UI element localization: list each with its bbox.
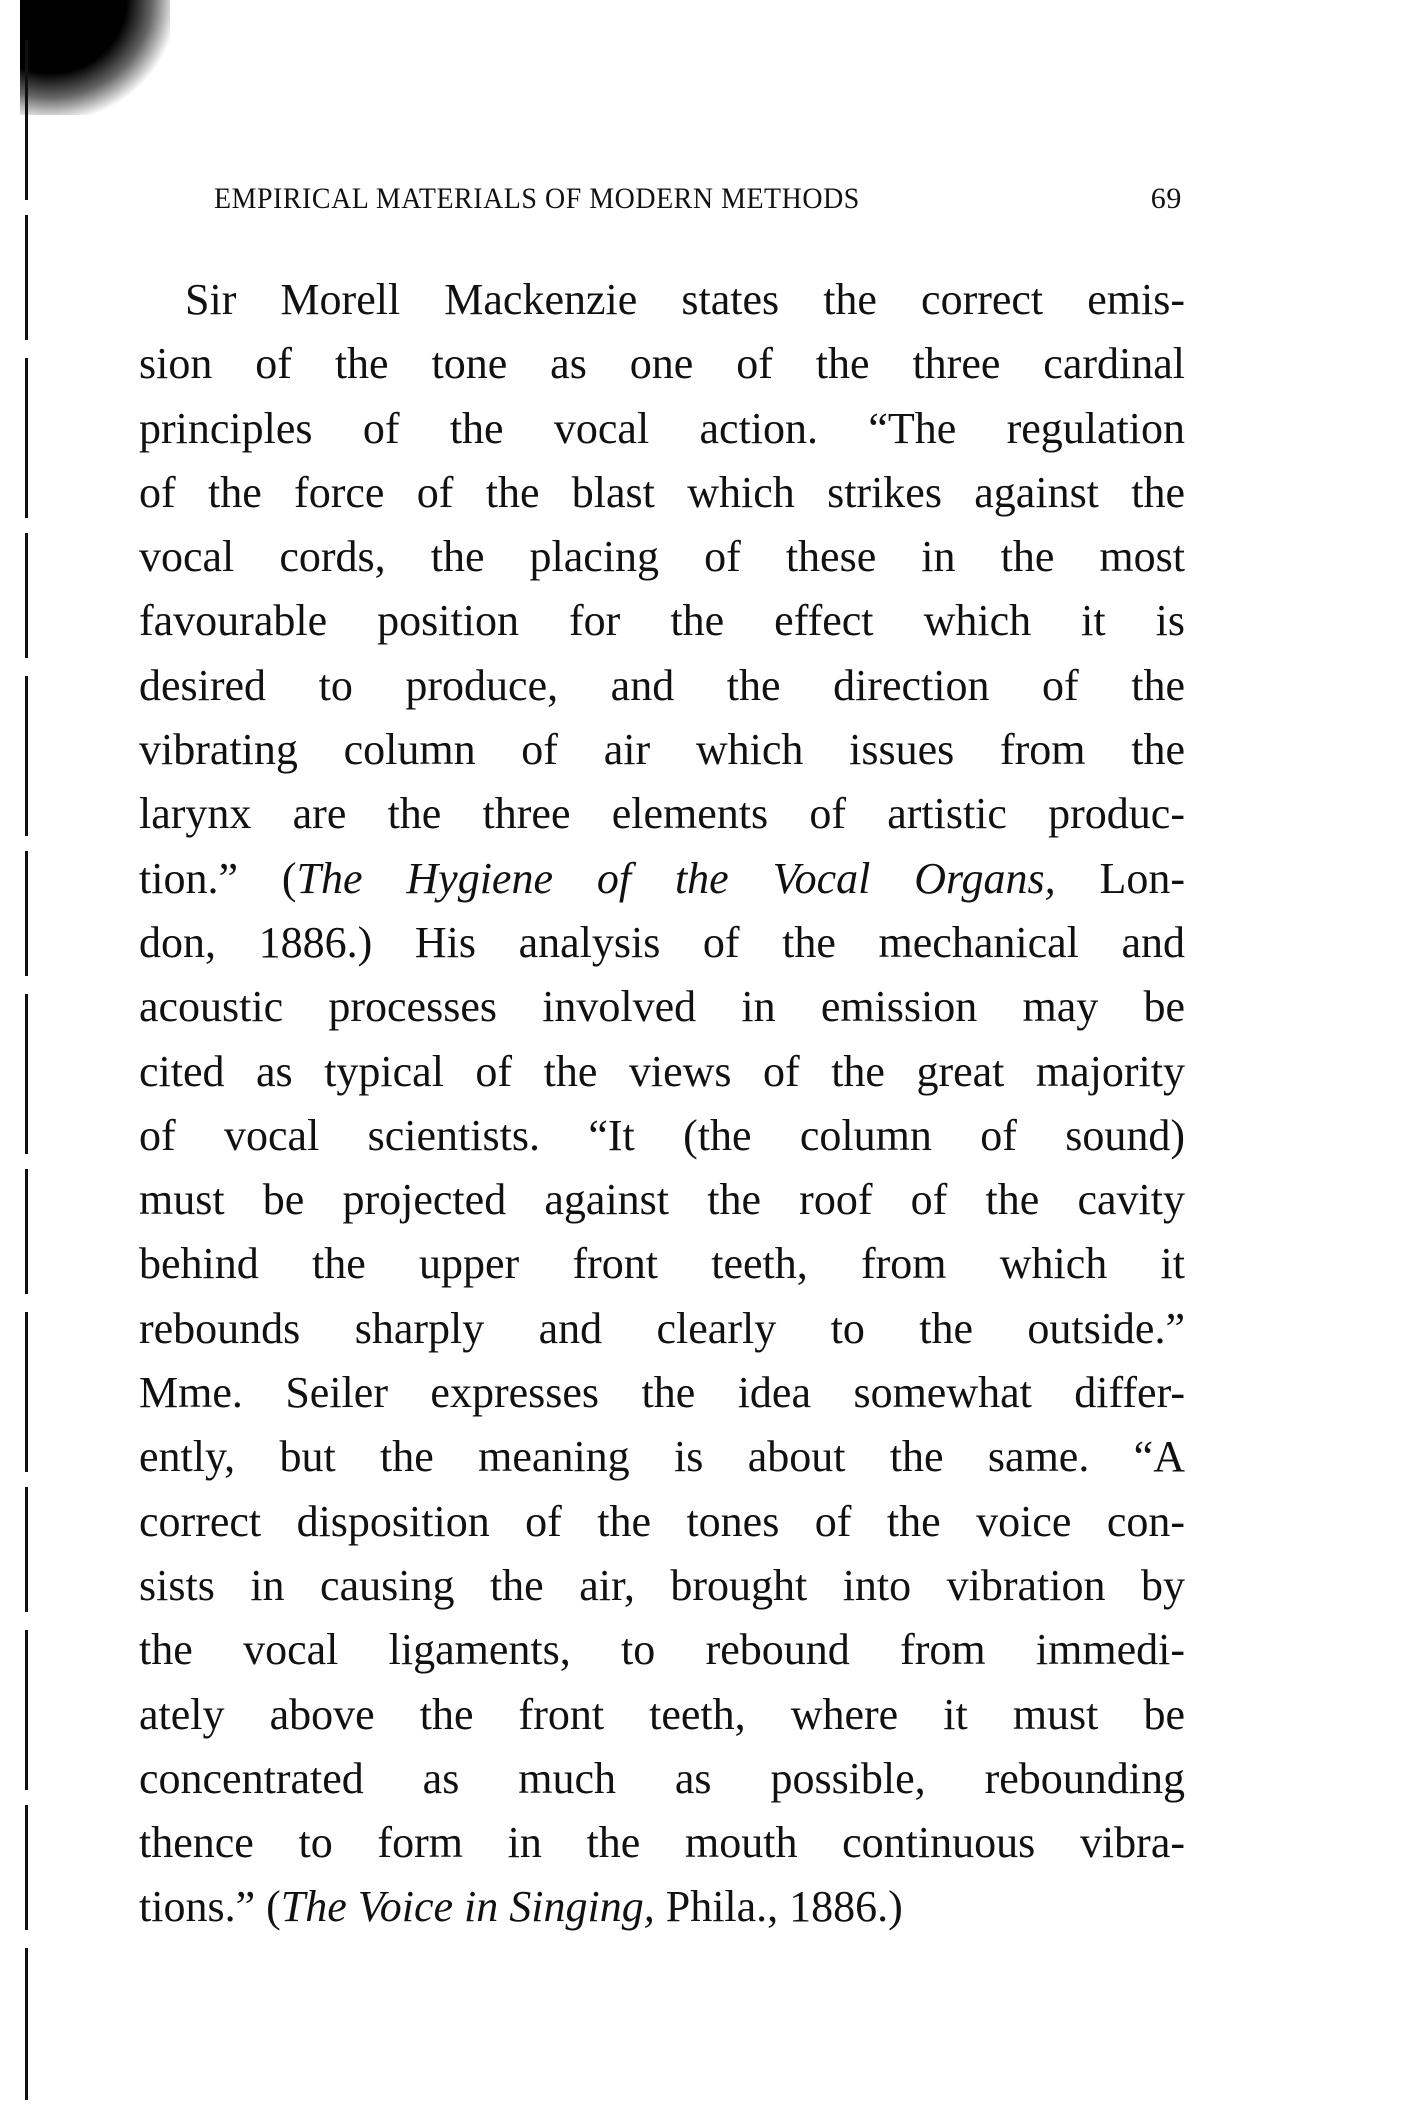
text-line: correct disposition of the tones of the voice con-	[139, 1496, 1185, 1546]
text-line-citation: tions.” (The Voice in Singing, Phila., 1886.)	[139, 1882, 903, 1932]
text-line: vocal cords, the placing of these in the most	[139, 532, 1185, 582]
binding-edge-line	[25, 40, 28, 2100]
scan-shadow	[20, 0, 170, 115]
citation-title: The Voice in Singing,	[280, 1882, 655, 1932]
text-line: larynx are the three elements of artistic produc-	[139, 789, 1185, 839]
text-line: desired to produce, and the direction of the	[139, 660, 1185, 710]
citation-title: The Hygiene of the Vocal Organs,	[296, 853, 1056, 903]
text-line: of the force of the blast which strikes against the	[139, 467, 1185, 517]
text-line: must be projected against the roof of the cavity	[139, 1175, 1185, 1225]
text-line: behind the upper front teeth, from which it	[139, 1239, 1185, 1289]
text-line: ently, but the meaning is about the same. “A	[139, 1432, 1185, 1482]
running-title: EMPIRICAL MATERIALS OF MODERN METHODS	[214, 182, 860, 215]
text-line: rebounds sharply and clearly to the outside.”	[139, 1303, 1185, 1353]
page-number: 69	[1150, 182, 1182, 215]
text-line: acoustic processes involved in emission may be	[139, 982, 1185, 1032]
text-line: principles of the vocal action. “The regulation	[139, 403, 1185, 453]
text-line: don, 1886.) His analysis of the mechanical and	[139, 917, 1185, 967]
text-line: vibrating column of air which issues from the	[139, 725, 1185, 775]
text-line: cited as typical of the views of the great majority	[139, 1046, 1185, 1096]
text-line: sists in causing the air, brought into vibration by	[139, 1560, 1185, 1610]
text-line: Sir Morell Mackenzie states the correct emis-	[185, 275, 1185, 324]
text-line: ately above the front teeth, where it must be	[139, 1689, 1185, 1739]
text-line: favourable position for the effect which it is	[139, 596, 1185, 646]
text-line: concentrated as much as possible, rebounding	[139, 1753, 1185, 1803]
text-line: Mme. Seiler expresses the idea somewhat differ-	[139, 1368, 1185, 1418]
text-line: sion of the tone as one of the three cardinal	[139, 339, 1185, 389]
text-line-citation: tion.” (The Hygiene of the Vocal Organs, Lon-	[139, 853, 1185, 903]
text-line: thence to form in the mouth continuous vibra-	[139, 1818, 1185, 1868]
text-line: of vocal scientists. “It (the column of sound)	[139, 1110, 1185, 1160]
text-line: the vocal ligaments, to rebound from immedi-	[139, 1625, 1185, 1675]
body-paragraph	[139, 268, 1185, 1940]
running-header	[214, 182, 1182, 216]
